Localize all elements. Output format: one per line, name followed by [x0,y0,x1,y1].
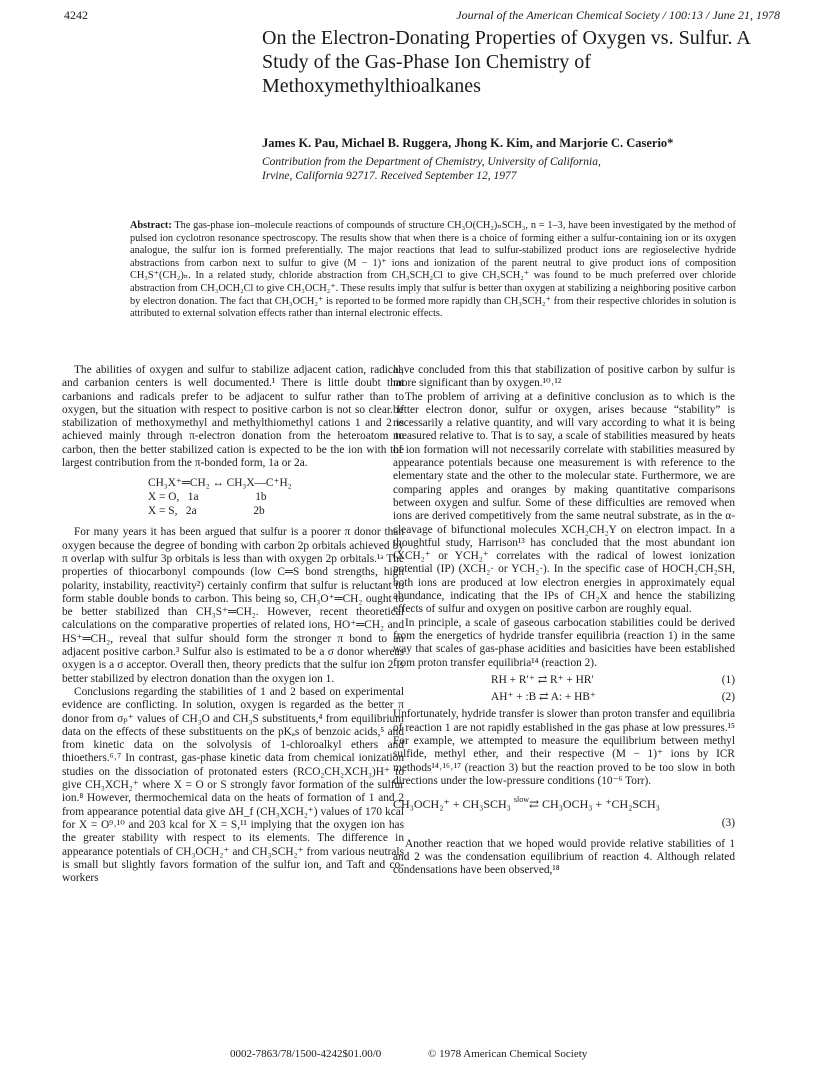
page-number: 4242 [64,8,88,22]
paragraph: have concluded from this that stabilization of positive carbon by sulfur is more significant than by oxygen.¹⁰˒¹² [393,364,735,390]
resonance-scheme [148,476,404,518]
footer-code: 0002-7863/78/1500-4242$01.00/0 [230,1048,382,1060]
author-list: James K. Pau, Michael B. Ruggera, Jhong K. Kim, and Marjorie C. Caserio* [262,136,674,150]
affiliation [262,155,601,183]
footer-copyright: © 1978 American Chemical Society [428,1048,588,1060]
equation-number: (1) [721,673,735,686]
equation-right: CH₃OCH₃ + ⁺CH₂SCH₃ [542,797,660,812]
body-column-right [393,364,735,878]
arrow-label: slow [513,795,529,805]
equation-left: CH₃OCH₂⁺ + CH₃SCH₃ [393,797,511,812]
equation-1 [393,674,735,687]
equation-text: RH + R′⁺ ⇄ R⁺ + HR′ [491,673,594,686]
abstract-text: The gas-phase ion–molecule reactions of compounds of structure CH₃O(CH₂)ₙSCH₃, n = 1–3, have been investigated by the method of pulsed ion cyclotron resonance spectroscopy. The results show that when there is a choice of forming either a sulfur-containing ion or its oxygen analogue, the sulfur ion is formed preferentially. The major reactions that lead to sulfur-stabilized product ions are regioselective hydride abstractions from carbon next to sulfur to give (M − 1)⁺ ions and ionization of the parent neutral to give product ions of composition CH₃S⁺(CH₂)ₙ. In a related study, chloride abstraction from CH₃SCH₂Cl to give CH₃SCH₂⁺ was found to be much preferred over chloride abstraction from CH₃OCH₂Cl to give CH₃OCH₂⁺. These results imply that sulfur is better than oxygen at stabilizing a neighboring positive carbon by electron donation. The fact that CH₃OCH₂⁺ is reported to be formed more rapidly than CH₃SCH₂⁺ from their respective chlorides in solution is attributed to external solvation effects rather than internal electronic effects. [130,220,736,320]
scheme-line: X = S, 2a 2b [148,505,265,518]
equation-2 [393,691,735,704]
paragraph: The abilities of oxygen and sulfur to stabilize adjacent cation, radical, and carbanion centers is well documented.¹ There is little doubt that carbanions and radicals prefer to be adjacent to sulfur rather than to oxygen, but the situation with respect to positive carbon is not so clear. If stabilization of methoxymethyl and methylthiomethyl cations 1 and 2 is achieved mainly through π-electron donation from the heteroatom to carbon, then the better stabilized cation is expected to be the ion with the largest contribution from the π-bonded form, 1a or 2a. [62,364,404,470]
scheme-line: CH₃X⁺═CH₂ ↔ CH₃X—C⁺H₂ [148,477,292,490]
equilibrium-arrow: ⇄ [528,797,540,812]
paragraph: The problem of arriving at a definitive conclusion as to which is the better electron donor, sulfur or oxygen, arises because “stability” is necessarily a relative quantity, and will vary according to what it is being measured relative to. That is to say, a scale of stabilities measured by heats of ion formation will not necessarily correlate with stabilities measured by appearance potentials because one measurement is with reference to the elementary state and the other to the molecular state. Furthermore, we are comparing apples and oranges by making quantitative comparisons between oxygen and sulfur. Some of these difficulties are removed when ions are derived competitively from the same neutral substrate, as in the α-cleavage of bifunctional molecules XCH₂CH₂Y on electron impact. In a thoughtful study, Harrison¹³ has concluded that the most abundant ion (XCH₂⁺ or YCH₂⁺ correlates with the radical of lowest ionization potential (IP) (XCH₂· or YCH₂·). In the specific case of HOCH₂CH₂SH, both ions are produced at low electron energies in approximately equal abundance, indicating that the IPs of CH₂X and hence the stabilizing effects of sulfur and oxygen on positive carbon are roughly equal. [393,390,735,616]
equation-number: (2) [721,691,735,704]
paragraph: Unfortunately, hydride transfer is slower than proton transfer and equilibria of reaction 1 are not rapidly established in the gas phase at low pressures.¹⁵ For example, we attempted to measure the equilibrium between methyl sulfide, methyl ether, and their respective (M − 1)⁺ ions by ICR methods¹⁴˒¹⁶˒¹⁷ (reaction 3) but the reaction proved to be too slow in both directions under the low-pressure conditions (10⁻⁶ Torr). [393,708,735,787]
paragraph: In principle, a scale of gaseous carbocation stabilities could be derived from the energetics of hydride transfer equilibria (reaction 1) in the same way that scales of gas-phase acidities and basicities have been established from proton transfer equilibria¹⁴ (reaction 2). [393,616,735,669]
article-title: On the Electron-Donating Properties of Oxygen vs. Sulfur. A Study of the Gas-Phase Ion Chemistry of Methoxymethylthioalkanes [262,27,750,97]
affiliation-line-1: Contribution from the Department of Chemistry, University of California, [262,156,601,168]
equation-text: AH⁺ + :B ⇄ A: + HB⁺ [491,691,596,704]
abstract-label: Abstract: [130,220,172,231]
journal-running-head: Journal of the American Chemical Society / 100:13 / June 21, 1978 [456,8,780,22]
equation-3 [393,795,735,812]
scheme-line: X = O, 1a 1b [148,491,267,504]
paragraph: For many years it has been argued that sulfur is a poorer π donor than oxygen because the degree of bonding with carbon 2p orbitals achieved by π overlap with sulfur 3p orbitals is less than with oxygen 2p orbitals.¹ᵃ The properties of thiocarbonyl compounds (low C═S bond strengths, high polarity, instability, reactivity²) certainly confirm that sulfur is reluctant to form stable double bonds to carbon. This being so, CH₃O⁺═CH₂ ought to be better stabilized than CH₃S⁺═CH₂. However, recent theoretical calculations on the comparative properties of related ions, HO⁺═CH₂ and HS⁺═CH₂, reveal that sulfur should form the stronger π bond to an adjacent positive carbon.³ Sulfur also is estimated to be a σ donor whereas oxygen is a σ acceptor. Overall then, theory predicts that the sulfur ion 2 is better stabilized by electron donation than the oxygen ion 1. [62,526,404,685]
paragraph: Another reaction that we hoped would provide relative stabilities of 1 and 2 was the condensation equilibrium of reaction 4. Although related condensations have been observed,¹⁸ [393,837,735,877]
abstract [130,220,736,321]
equation-number: (3) [721,816,735,829]
body-column-left [62,364,404,885]
paragraph: Conclusions regarding the stabilities of 1 and 2 based on experimental evidence are conflicting. In solution, oxygen is regarded as the better π donor from σₚ⁺ values of CH₃O and CH₃S substituents,⁴ from equilibrium data on the effects of these substituents on the pKₐs of benzoic acids,⁵ and from kinetic data on the solvolysis of 1-chloroalkyl ethers and thioethers.⁶˒⁷ In contrast, gas-phase kinetic data from chemical ionization studies on the dissociation of protonated esters (RCO₂CH₂XCH₃)H⁺ to give CH₃XCH₂⁺ where X = O or S strongly favor formation of the sulfur ion.⁸ However, thermochemical data on the heats of formation of 1 and 2 from appearance potential data give ΔH_f (CH₃XCH₂⁺) values of 170 kcal for X = O⁹˒¹⁰ and 203 kcal for X = S,¹¹ implying that the oxygen ion has the greater stability with respect to its elements. The difference in appearance potentials of CH₃OCH₂⁺ and CH₃SCH₂⁺ from various neutrals is small but slightly favors formation of the sulfur ion, and Taft and co-workers [62,685,404,885]
affiliation-line-2: Irvine, California 92717. Received September 12, 1977 [262,170,517,182]
